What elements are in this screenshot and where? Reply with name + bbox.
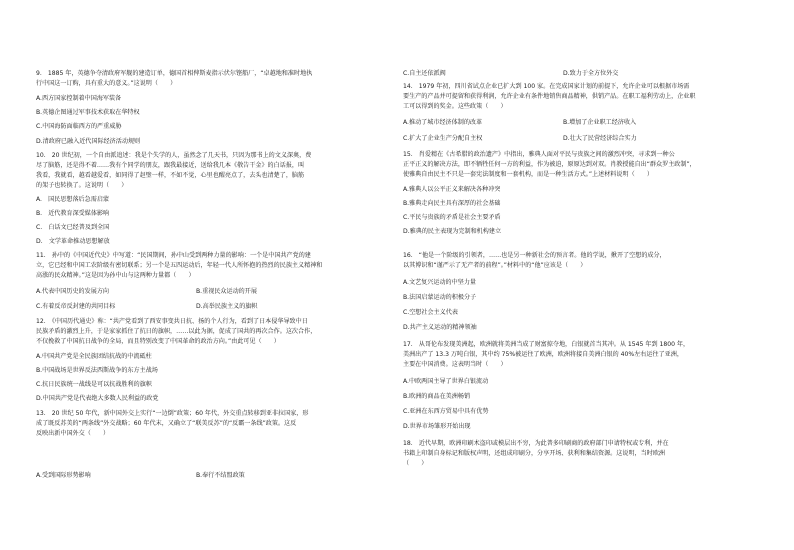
option-text: A.推动了城市经济体制的改革 <box>403 119 483 126</box>
text-line: B.雅典走向民主具有深厚的社会基础 <box>403 200 501 207</box>
text-line: 10. 20 世纪初，一个自由派追述：我是个失学的人，虽然念了几天书，只因为那书上的文义深奥，费 <box>36 152 312 159</box>
option-text: C.有着反帝反封建的共同目标 <box>36 303 116 310</box>
text-line: 11. 孙中的《中国近代史》中写道：“民国期间，孙中山受到两种力量的影响：一个是中国共产党的建 <box>36 252 311 259</box>
text-line: D.中国共产党是代表绝大多数人民利益的政党 <box>36 395 159 402</box>
text-line: B.中国战场是世界反法西斯战争的东方主战场 <box>36 367 158 374</box>
option-text: C.扩大了企业生产分配自主权 <box>403 135 483 142</box>
option-text: A.受到国际形势影响 <box>36 472 91 479</box>
text-line: 尽了脑筋，还是得不着……我有个同学的朋友，跟我最接近，送给我几本《敬告干金》的白话报，叫 <box>36 162 305 169</box>
text-line: A.西方国家控制着中国海军装备 <box>36 95 122 102</box>
text-line: A.雅典人以公平正义来解决各种冲突 <box>403 186 501 193</box>
text-line: 行中国这一订购，具有重大的意义。”这说明（ ） <box>36 80 177 87</box>
option-row <box>403 119 763 127</box>
text-line: D.世界市场雏形开始出现 <box>403 423 471 430</box>
text-line: 14. 1979 年初，四川省试点企业已扩大到 100 家。在完成国家计划的前提下，允许企业可以根据市场需 <box>403 83 690 90</box>
text-line: A.中国共产党是全民族团结抗战的中流砥柱 <box>36 353 152 360</box>
option-row <box>36 303 391 311</box>
text-line: （ ） <box>403 460 428 467</box>
option-row <box>36 472 391 480</box>
text-line: 高涨的民众精神。”这是因为孙中山与这两种力量都（ ） <box>36 272 195 279</box>
text-line: A.文艺复兴运动的中坚力量 <box>403 279 477 286</box>
option-row <box>403 135 763 143</box>
option-row <box>36 288 391 296</box>
text-line: 15. 肖爱精在《古希腊的政治遗产》中指出，雅典人面对平民与贵族之间的激烈冲突，寻求到一种公 <box>403 151 675 158</box>
text-line: C.平民与贵族的矛盾是社会主要矛盾 <box>403 214 501 221</box>
text-line: 13. 20 世纪 50 年代，新中国外交上实行“一边倒”政策；60 年代，外交重点转移到亚非拉国家，形 <box>36 410 309 417</box>
option-row <box>403 70 763 78</box>
text-line: 17. 从哥伦布发现美洲起，欧洲就将美洲当成了财富掠夺地，白银就首当其冲。从 1545 年到 1800 年， <box>403 341 690 348</box>
option-text: A.代表中国历史的发展方向 <box>36 288 110 295</box>
text-line: D. 文学革命推动思想解放 <box>36 238 110 245</box>
option-text: B.重视民众运动的开展 <box>196 288 257 295</box>
text-line: C. 白话文已经普及到全国 <box>36 224 110 231</box>
text-line: 12. 《中国历代通史》称：“共产党看到了西安事变共日抗、扬的个人行为，看到了日本侵华导致中日 <box>36 318 308 325</box>
text-line: C.空想社会主义代表 <box>403 309 458 316</box>
text-line: 书籍上印制自身标记和版权声明，还组成印刷分，分享开场、获利和集结资源。这说明，当时欧洲 <box>403 450 666 457</box>
text-line: B.欧洲的商品在美洲畅销 <box>403 393 471 400</box>
text-line: C.中国海防面临西方的严重威胁 <box>36 123 122 130</box>
text-line: 16. “他是一个阶级的引领者，……也是另一种新社会的预言者。他的学说，揪开了空想的成分， <box>403 252 666 259</box>
text-line: A. 国民思想落后急需启蒙 <box>36 196 110 203</box>
text-line: 反映出新中国外交（ ） <box>36 430 110 437</box>
option-text: D.致力于全方位外交 <box>563 70 619 77</box>
text-line: 正平正义的解决方法，即不牺牲任何一方的利益，作为被迫，原原达到对双。肖教授能自出“群众罗主政制”， <box>403 161 696 168</box>
text-line: D.共产主义运动的精神领袖 <box>403 324 477 331</box>
text-line: 立，它已经和中国工农阶级有密切联系；另一个是五四运动后，年轻一代人所怀抱的热烈的民族主义精神和 <box>36 262 323 269</box>
text-line: B.法国启蒙运动的积极分子 <box>403 294 477 301</box>
option-text: B.增加了企业职工经济收入 <box>563 119 637 126</box>
text-line: 的架子也转换了。这说明（ ） <box>36 182 128 189</box>
option-text: C.自主还依派阀 <box>403 70 446 77</box>
text-line: 以其博识和“谨严示了无产者的前程”。”材料中的“他”应该是（ ） <box>403 262 587 269</box>
text-line: 美洲出产了 13.3 万吨白银，其中约 75%被运往了欧洲，欧洲将接自美洲白银的 40%左右运往了亚洲， <box>403 351 683 358</box>
text-line: 不仅挽救了中国抗日战争的全局，而且特别改变了中国革命的政治方向。”由此可见（ ） <box>36 338 280 345</box>
text-line: B.英德企图通过军事技术获取在华特权 <box>36 109 140 116</box>
text-line: 民族矛盾的激烈上升，于是家家抓住了抗日的旗帜，……以此为据，促成了国共的再次合作。这次合作， <box>36 328 317 335</box>
text-line: A.中欧两国主导了世界白银流动 <box>403 378 489 385</box>
text-line: C.抗日民族统一战线是可以抗战胜利的旗帜 <box>36 381 152 388</box>
option-text: D.壮大了民营经济综合实力 <box>563 135 637 142</box>
option-text: D.高举民族主义的旗帜 <box>196 303 258 310</box>
text-line: C.亚洲在东西方贸易中具有优势 <box>403 408 489 415</box>
text-line: 要生产的产品并可提留和获得利润，允许企业有条件地销售商品精神，供销产品。在职工福利劳动上，企业职 <box>403 93 696 100</box>
text-line: 9. 1885 年，英德争夺清政府军舰的建造订单，德国首相俾斯麦指示伏尔铿船厂，“卓越地和准时地执 <box>36 70 313 77</box>
text-line: B. 近代教育深受媒体影响 <box>36 210 110 217</box>
text-line: 18. 近代早期，欧洲印刷术盗印或模层出不穷，为此普多印刷商的政府部门申请特权或专利，并在 <box>403 440 669 447</box>
text-line: 工可以得到的奖金。这些政策（ ） <box>403 103 507 110</box>
option-text: B.奉行不结盟政策 <box>196 472 245 479</box>
text-line: 使雅典自由民主不只是一套宪法制度和一套机构，而是一种生活方式。”上述材料说明（ ） <box>403 171 653 178</box>
text-line: D.雅典的民主表现为完制和机构建立 <box>403 228 502 235</box>
text-line: D.清政府已融入近代国际经济活动规则 <box>36 138 141 145</box>
text-line: 成了既反苏美的“两条线”外交战略；60 年代末，又确立了“联美反苏”的“反霸一条线”政策。这反 <box>36 420 297 427</box>
text-line: 我看，我就看，越看越爱看，如同得了赵璧一样，不如不觉，心里也醒亮点了，去头也清楚了，脑筋 <box>36 172 305 179</box>
text-line: 主要在中国消费。这表明当时（ ） <box>403 361 507 368</box>
